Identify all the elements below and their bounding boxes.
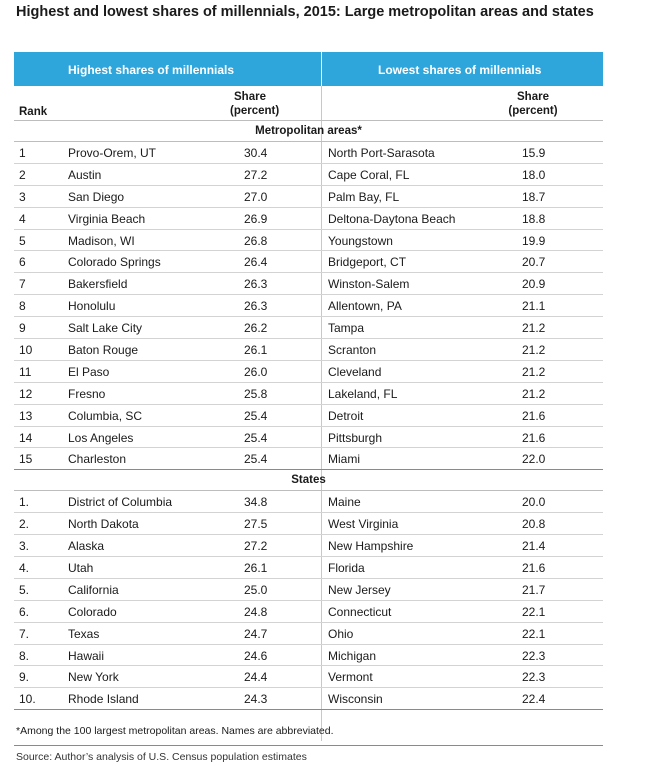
lowest-share-cell: 21.4 <box>522 539 546 554</box>
highest-share-cell: 26.1 <box>244 561 268 576</box>
lowest-name-cell: Cape Coral, FL <box>328 167 410 182</box>
highest-name-cell: Madison, WI <box>68 233 135 248</box>
lowest-share-cell: 22.1 <box>522 626 546 641</box>
rank-cell: 13 <box>19 408 33 423</box>
table-row <box>14 579 603 601</box>
rank-cell: 6. <box>19 604 30 619</box>
share-label-high <box>230 90 280 118</box>
share-label-low <box>503 90 563 118</box>
share-label-high-line2: (percent) <box>230 105 280 117</box>
highest-name-cell: Honolulu <box>68 299 116 314</box>
lowest-name-cell: Winston-Salem <box>328 277 410 292</box>
highest-share-cell: 25.4 <box>244 430 268 445</box>
rank-cell: 4. <box>19 561 30 576</box>
table-row <box>14 208 603 230</box>
lowest-name-cell: North Port-Sarasota <box>328 146 435 160</box>
lowest-name-cell: Deltona-Daytona Beach <box>328 211 456 226</box>
rank-cell: 1 <box>19 146 26 160</box>
lowest-share-cell: 21.1 <box>522 299 546 314</box>
millennials-table <box>14 52 603 710</box>
highest-share-cell: 24.8 <box>244 604 268 619</box>
lowest-name-cell: Bridgeport, CT <box>328 255 407 270</box>
highest-share-cell: 26.0 <box>244 364 268 379</box>
lowest-share-cell: 18.7 <box>522 189 546 204</box>
lowest-name-cell: New Jersey <box>328 582 391 597</box>
rank-cell: 3 <box>19 189 26 204</box>
lowest-share-cell: 18.8 <box>522 211 546 226</box>
highest-name-cell: Bakersfield <box>68 277 128 292</box>
rank-cell: 8 <box>19 299 26 314</box>
lowest-name-cell: Maine <box>328 495 361 510</box>
highest-name-cell: Los Angeles <box>68 430 134 445</box>
highest-name-cell: Salt Lake City <box>68 321 143 336</box>
lowest-share-cell: 22.4 <box>522 692 546 707</box>
highest-share-cell: 24.3 <box>244 692 268 707</box>
table-row <box>14 142 603 164</box>
lowest-share-cell: 21.6 <box>522 408 546 423</box>
header-highest: Highest shares of millennials <box>68 63 235 77</box>
highest-share-cell: 26.3 <box>244 277 268 292</box>
highest-name-cell: Provo-Orem, UT <box>68 146 157 160</box>
lowest-name-cell: Allentown, PA <box>328 299 402 314</box>
lowest-share-cell: 22.0 <box>522 452 546 467</box>
highest-name-cell: District of Columbia <box>68 495 173 510</box>
table-row <box>14 535 603 557</box>
highest-name-cell: Virginia Beach <box>68 211 146 226</box>
lowest-name-cell: Vermont <box>328 670 373 685</box>
highest-share-cell: 24.6 <box>244 648 268 663</box>
lowest-name-cell: Michigan <box>328 648 377 663</box>
lowest-share-cell: 19.9 <box>522 233 546 248</box>
rank-cell: 8. <box>19 648 30 663</box>
lowest-share-cell: 21.7 <box>522 582 546 597</box>
lowest-share-cell: 20.9 <box>522 277 546 292</box>
table-row <box>14 339 603 361</box>
highest-name-cell: San Diego <box>68 189 125 204</box>
lowest-share-cell: 20.7 <box>522 255 546 270</box>
rank-cell: 1. <box>19 495 30 510</box>
highest-name-cell: Alaska <box>68 539 105 554</box>
lowest-name-cell: Cleveland <box>328 364 382 379</box>
lowest-name-cell: Youngstown <box>328 233 393 248</box>
lowest-share-cell: 20.8 <box>522 517 546 532</box>
highest-name-cell: Charleston <box>68 452 127 467</box>
highest-share-cell: 34.8 <box>244 495 268 510</box>
lowest-name-cell: Palm Bay, FL <box>328 189 400 204</box>
highest-share-cell: 24.4 <box>244 670 268 685</box>
highest-name-cell: North Dakota <box>68 517 139 532</box>
lowest-share-cell: 15.9 <box>522 146 546 160</box>
table-row <box>14 361 603 383</box>
lowest-share-cell: 22.3 <box>522 670 546 685</box>
header-divider <box>321 52 322 86</box>
highest-share-cell: 27.0 <box>244 189 268 204</box>
lowest-name-cell: Ohio <box>328 626 354 641</box>
highest-name-cell: New York <box>68 670 119 685</box>
lowest-share-cell: 21.2 <box>522 364 546 379</box>
highest-name-cell: Fresno <box>68 386 106 401</box>
lowest-share-cell: 21.2 <box>522 386 546 401</box>
table-row <box>14 448 603 470</box>
lowest-share-cell: 21.2 <box>522 321 546 336</box>
highest-share-cell: 26.4 <box>244 255 268 270</box>
highest-share-cell: 26.3 <box>244 299 268 314</box>
table-row <box>14 645 603 667</box>
table-row <box>14 601 603 623</box>
share-label-high-line1: Share <box>234 91 266 103</box>
table-row <box>14 427 603 449</box>
table-row <box>14 273 603 295</box>
rank-cell: 5 <box>19 233 26 248</box>
highest-share-cell: 24.7 <box>244 626 268 641</box>
highest-share-cell: 30.4 <box>244 146 268 160</box>
source-note: Source: Author’s analysis of U.S. Census population estimates <box>16 751 307 763</box>
highest-share-cell: 25.4 <box>244 408 268 423</box>
rank-cell: 11 <box>19 364 32 379</box>
lowest-name-cell: Lakeland, FL <box>328 386 398 401</box>
lowest-share-cell: 20.0 <box>522 495 546 510</box>
lowest-name-cell: Connecticut <box>328 604 392 619</box>
highest-share-cell: 26.8 <box>244 233 268 248</box>
highest-name-cell: Utah <box>68 561 94 576</box>
share-label-low-line2: (percent) <box>508 105 558 117</box>
lowest-share-cell: 22.1 <box>522 604 546 619</box>
lowest-name-cell: Scranton <box>328 343 377 358</box>
lowest-name-cell: Pittsburgh <box>328 430 383 445</box>
lowest-share-cell: 18.0 <box>522 167 546 182</box>
lowest-share-cell: 21.6 <box>522 561 546 576</box>
highest-name-cell: Texas <box>68 626 100 641</box>
table-row <box>14 230 603 252</box>
lowest-share-cell: 21.2 <box>522 343 546 358</box>
lowest-name-cell: Miami <box>328 452 360 467</box>
rank-cell: 7. <box>19 626 30 641</box>
rank-cell: 6 <box>19 255 26 270</box>
rank-label: Rank <box>19 106 48 118</box>
table-row <box>14 295 603 317</box>
lowest-name-cell: Detroit <box>328 408 364 423</box>
rank-cell: 3. <box>19 539 30 554</box>
highest-name-cell: Columbia, SC <box>68 408 143 423</box>
share-label-low-line1: Share <box>517 91 549 103</box>
lowest-name-cell: West Virginia <box>328 517 399 532</box>
highest-name-cell: El Paso <box>68 364 110 379</box>
lowest-name-cell: Wisconsin <box>328 692 383 707</box>
rank-cell: 2. <box>19 517 30 532</box>
table-header <box>14 52 603 86</box>
table-row <box>14 666 603 688</box>
table-body <box>14 121 603 710</box>
highest-share-cell: 27.2 <box>244 539 268 554</box>
highest-share-cell: 25.4 <box>244 452 268 467</box>
table-row <box>14 405 603 427</box>
table-row <box>14 557 603 579</box>
footnote: *Among the 100 largest metropolitan areas. Names are abbreviated. <box>16 725 334 737</box>
table-row <box>14 186 603 208</box>
lowest-name-cell: Florida <box>328 561 365 576</box>
section-label: Metropolitan areas* <box>14 121 603 142</box>
rank-cell: 14 <box>19 430 33 445</box>
rank-cell: 9 <box>19 321 26 336</box>
table-row <box>14 317 603 339</box>
lowest-share-cell: 22.3 <box>522 648 546 663</box>
highest-share-cell: 26.2 <box>244 321 268 336</box>
table-row <box>14 513 603 535</box>
rank-cell: 4 <box>19 211 26 226</box>
highest-share-cell: 26.9 <box>244 211 268 226</box>
rank-cell: 7 <box>19 277 26 292</box>
rank-cell: 2 <box>19 167 26 182</box>
source-divider <box>14 745 603 746</box>
highest-name-cell: California <box>68 582 119 597</box>
rank-cell: 9. <box>19 670 30 685</box>
table-row <box>14 383 603 405</box>
table-row <box>14 491 603 513</box>
rank-cell: 15 <box>19 452 33 467</box>
rank-cell: 10 <box>19 343 33 358</box>
highest-name-cell: Colorado Springs <box>68 255 161 270</box>
highest-share-cell: 27.2 <box>244 167 268 182</box>
chart-title: Highest and lowest shares of millennials, 2015: Large metropolitan areas and states <box>16 4 594 20</box>
highest-name-cell: Austin <box>68 167 102 182</box>
table-row <box>14 623 603 645</box>
highest-share-cell: 26.1 <box>244 343 268 358</box>
highest-name-cell: Colorado <box>68 604 117 619</box>
rank-cell: 12 <box>19 386 33 401</box>
lowest-name-cell: New Hampshire <box>328 539 414 554</box>
highest-name-cell: Rhode Island <box>68 692 139 707</box>
section-label: States <box>14 470 603 491</box>
column-subheader <box>14 86 603 121</box>
rank-cell: 10. <box>19 692 36 707</box>
highest-share-cell: 25.8 <box>244 386 268 401</box>
highest-name-cell: Baton Rouge <box>68 343 139 358</box>
table-row <box>14 251 603 273</box>
table-row <box>14 688 603 710</box>
table-row <box>14 164 603 186</box>
header-lowest: Lowest shares of millennials <box>378 63 542 77</box>
lowest-share-cell: 21.6 <box>522 430 546 445</box>
highest-share-cell: 25.0 <box>244 582 268 597</box>
lowest-name-cell: Tampa <box>328 321 365 336</box>
highest-share-cell: 27.5 <box>244 517 268 532</box>
rank-cell: 5. <box>19 582 30 597</box>
highest-name-cell: Hawaii <box>68 648 105 663</box>
